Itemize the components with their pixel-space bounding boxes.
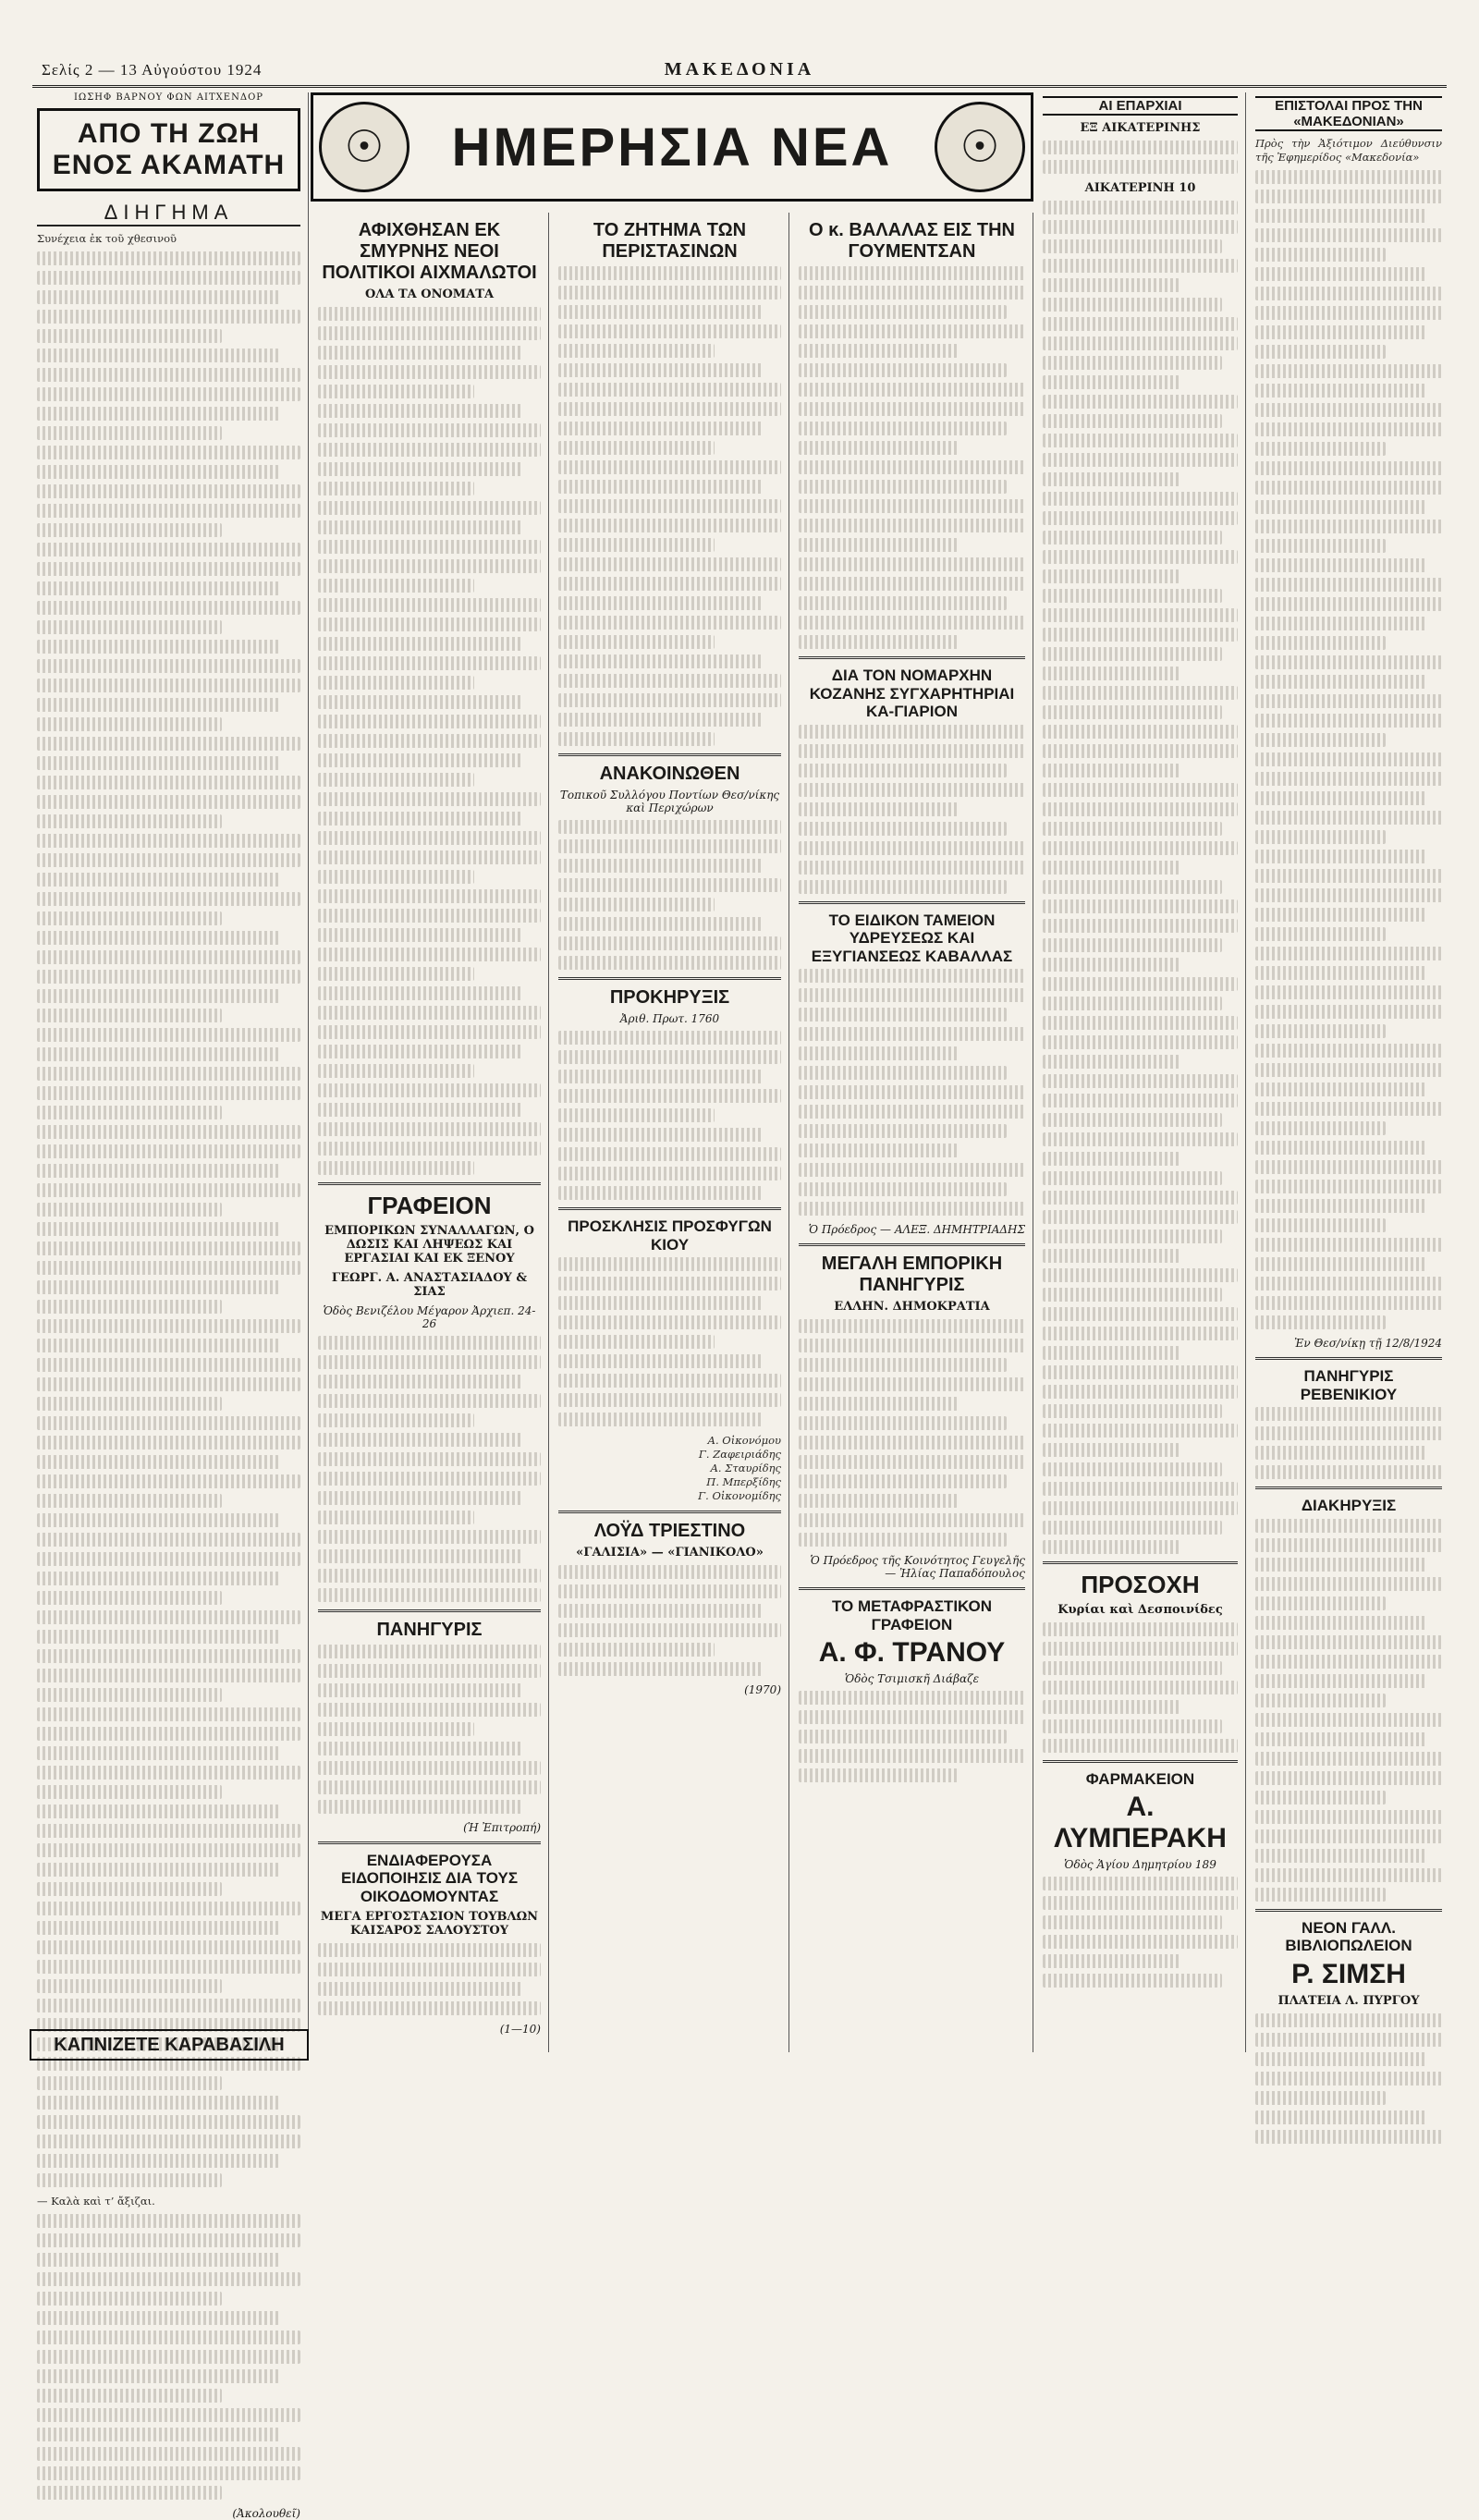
megali-headline: ΜΕΓΑΛΗ ΕΜΠΟΡΙΚΗ ΠΑΝΗΓΥΡΙΣ [821, 1254, 1003, 1296]
valalas-headline: Ο κ. ΒΑΛΑΛΑΣ ΕΙΣ ΤΗΝ ΓΟΥΜΕΝΤΣΑΝ [809, 220, 1015, 262]
metafr-body-illegible [799, 1691, 1025, 1782]
grafeion-address: Ὁδὸς Βενιζέλου Μέγαρον Ἀρχιεπ. 24-26 [323, 1303, 536, 1330]
megali-subtitle: ΕΛΛΗΝ. ΔΗΜΟΚΡΑΤΙΑ [834, 1300, 990, 1315]
masthead-title: ΗΜΕΡΗΣΙΑ ΝΕΑ [451, 116, 893, 177]
farm-headline: ΦΑΡΜΑΚΕΙΟΝ [1085, 1769, 1195, 1788]
committee-member: Α. Σταυρίδης [710, 1462, 781, 1475]
prosklisis-body-illegible [558, 1257, 781, 1426]
anakoin-body-illegible [558, 820, 781, 970]
ad-karavasili: ΚΑΠΝΙΖΕΤΕ ΚΑΡΑΒΑΣΙΛΗ [30, 2029, 309, 2061]
page-header [32, 57, 1447, 88]
lloyd-headline: ΛΟΫΔ ΤΡΙΕΣΤΙΝΟ [593, 1521, 746, 1542]
anakoin-headline: ΑΝΑΚΟΙΝΩΘΕΝ [599, 764, 740, 784]
grafeion-body-illegible [318, 1336, 541, 1602]
committee-list [558, 1434, 781, 1503]
column-5 [1035, 92, 1246, 2052]
masthead [311, 92, 1033, 202]
katerini-intro-illegible [1043, 141, 1238, 174]
reveniki-headline: ΠΑΝΗΓΥΡΙΣ ΡΕΒΕΝΙΚΙΟΥ [1300, 1367, 1398, 1403]
prokiryxis-headline: ΠΡΟΚΗΡΥΞΙΣ [609, 987, 730, 1008]
column-4 [791, 213, 1033, 2052]
lloyd-ref: (1970) [744, 1683, 781, 1697]
reveniki-body-illegible [1255, 1407, 1442, 1479]
prokiryxis-number: Ἀριθ. Πρωτ. 1760 [619, 1012, 720, 1025]
peristasinon-body-illegible [558, 266, 781, 746]
column-2 [311, 213, 549, 2052]
eparxiai-label: ΑΙ ΕΠΑΡΧΙΑΙ [1043, 96, 1238, 116]
tameion-body-illegible [799, 969, 1025, 1216]
grafeion-names: ΓΕΩΡΓ. Α. ΑΝΑΣΤΑΣΙΑΔΟΥ & ΣΙΑΣ [331, 1270, 528, 1299]
column-3 [551, 213, 789, 2052]
endiaf-ref: (1—10) [499, 2022, 541, 2036]
valalas-body-illegible [799, 266, 1025, 649]
story-byline: ΙΩΣΗΦ ΒΑΡΝΟΥ ΦΩΝ ΑΙΤΧΕΝΔΟΡ [73, 92, 263, 103]
panigyris-headline: ΠΑΝΗΓΥΡΙΣ [376, 1619, 483, 1640]
endiaf-body-illegible [318, 1943, 541, 2015]
prosoxi-headline: ΠΡΟΣΟΧΗ [1081, 1571, 1200, 1598]
story-subtitle: ΔΙΗΓΗΜΑ [37, 201, 300, 226]
alexandros-coin-icon: ☉ [935, 102, 1025, 192]
nomarx-headline: ΔΙΑ ΤΟΝ ΝΟΜΑΡΧΗΝ ΚΟΖΑΝΗΣ ΣΥΓΧΑΡΗΤΗΡΙΑΙ ΚΑ-ΓΙΑΡΙΟΝ [809, 667, 1015, 721]
farm-address: Ὁδὸς Ἁγίου Δημητρίου 189 [1064, 1858, 1216, 1872]
lloyd-body-illegible [558, 1565, 781, 1676]
panigyris-signature: (Ἡ Ἐπιτροπή) [463, 1820, 541, 1834]
tameion-signature: Ὁ Πρόεδρος — ΑΛΕΞ. ΔΗΜΗΤΡΙΑΔΗΣ [808, 1223, 1025, 1237]
metafr-headline: ΤΟ ΜΕΤΑΦΡΑΣΤΙΚΟΝ ΓΡΑΦΕΙΟΝ [831, 1597, 993, 1633]
committee-member: Π. Μπερξίδης [706, 1475, 781, 1489]
newspaper-name: ΜΑΚΕΔΟΝΙΑ [664, 59, 815, 80]
story-continued: (Ἀκολουθεῖ) [232, 2507, 300, 2520]
prosoxi-subtitle: Κυρίαι καὶ Δεσποινίδες [1057, 1602, 1223, 1617]
column-1 [30, 92, 309, 2520]
metafr-name: Α. Φ. ΤΡΑΝΟΥ [818, 1637, 1006, 1669]
grafeion-subtitle: ΕΜΠΟΡΙΚΩΝ ΣΥΝΑΛΛΑΓΩΝ, Ο ΔΩΣΙΣ ΚΑΙ ΛΗΨΕΩΣ ΚΑΙ ΕΡΓΑΣΙΑΙ ΚΑΙ ΕΚ ΞΕΝΟΥ [324, 1223, 534, 1266]
smyrna-kicker: ΟΛΑ ΤΑ ΟΝΟΜΑΤΑ [364, 287, 495, 301]
farm-name: Α. ΛΥΜΠΕΡΑΚΗ [1054, 1792, 1227, 1854]
diakiryxis-body-illegible [1255, 1519, 1442, 1902]
letters-label: ΕΠΙΣΤΟΛΑΙ ΠΡΟΣ ΤΗΝ «ΜΑΚΕΔΟΝΙΑΝ» [1255, 96, 1442, 131]
farm-body-illegible [1043, 1877, 1238, 1988]
prokiryxis-body-illegible [558, 1031, 781, 1200]
prosoxi-body-illegible [1043, 1622, 1238, 1753]
committee-member: Α. Οἰκονόμου [707, 1434, 781, 1448]
philippos-coin-icon: ☉ [319, 102, 409, 192]
katerini-headline: ΕΞ ΑΙΚΑΤΕΡΙΝΗΣ [1080, 121, 1201, 135]
story-line: — Καλὰ καὶ τ’ ἄξιζαι. [37, 2195, 155, 2208]
column-6 [1248, 92, 1449, 2052]
metafr-address: Ὁδὸς Τσιμισκῆ Διάβαζε [844, 1672, 980, 1686]
panigyris-body-illegible [318, 1645, 541, 1814]
katerini-body-illegible [1043, 201, 1238, 1554]
peristasinon-headline: ΤΟ ΖΗΤΗΜΑ ΤΩΝ ΠΕΡΙΣΤΑΣΙΝΩΝ [593, 220, 747, 262]
neon-name: Ρ. ΣΙΜΣΗ [1291, 1958, 1406, 1989]
neon-headline: ΝΕΟΝ ΓΑΛΛ. ΒΙΒΛΙΟΠΩΛΕΙΟΝ [1285, 1918, 1412, 1955]
story-title: ΑΠΟ ΤΗ ΖΩΗ ΕΝΟΣ ΑΚΑΜΑΤΗ [37, 108, 300, 191]
neon-place: ΠΛΑΤΕΙΑ Λ. ΠΥΡΓΟΥ [1277, 1993, 1420, 2008]
prosklisis-headline: ΠΡΟΣΚΛΗΣΙΣ ΠΡΟΣΦΥΓΩΝ ΚΙΟΥ [568, 1217, 772, 1254]
diakiryxis-headline: ΔΙΑΚΗΡΥΞΙΣ [1301, 1497, 1397, 1515]
nomarx-body-illegible [799, 725, 1025, 894]
endiaf-headline: ΕΝΔΙΑΦΕΡΟΥΣΑ ΕΙΔΟΠΟΙΗΣΙΣ ΔΙΑ ΤΟΥΣ ΟΙΚΟΔΟΜΟΥΝΤΑΣ [340, 1851, 519, 1905]
katerini-dateline: ΑΙΚΑΤΕΡΙΝΗ 10 [1084, 181, 1196, 195]
neon-body-illegible [1255, 2013, 1442, 2144]
letter-signature: Ἐν Θεσ/νίκῃ τῇ 12/8/1924 [1294, 1337, 1442, 1350]
committee-member: Γ. Οἰκονομίδης [698, 1489, 781, 1503]
letter-opening: Πρὸς τὴν Ἀξιότιμον Διεύθυνσιν τῆς Ἐφημερίδος «Μακεδονία» [1255, 137, 1442, 164]
story-body-illegible [37, 251, 300, 2187]
anakoin-subtitle: Τοπικοῦ Συλλόγου Ποντίων Θεσ/νίκης καὶ Περιχώρων [559, 789, 780, 814]
grafeion-headline: ΓΡΑΦΕΙΟΝ [367, 1192, 492, 1219]
masthead-wrap [311, 92, 1033, 209]
tameion-headline: ΤΟ ΕΙΔΙΚΟΝ ΤΑΜΕΙΟΝ ΥΔΡΕΥΣΕΩΣ ΚΑΙ ΕΞΥΓΙΑΝΣΕΩΣ ΚΑΒΑΛΛΑΣ [811, 911, 1013, 965]
letter-body-illegible [1255, 170, 1442, 1329]
smyrna-body-illegible [318, 307, 541, 1175]
megali-signature: Ὁ Πρόεδρος τῆς Κοινότητος Γευγελῆς — Ἠλίας Παπαδόπουλος [810, 1554, 1025, 1581]
megali-body-illegible [799, 1319, 1025, 1547]
endiaf-subtitle: ΜΕΓΑ ΕΡΓΟΣΤΑΣΙΟΝ ΤΟΥΒΛΩΝ ΚΑΙΣΑΡΟΣ ΣΑΛΟΥΣΤΟΥ [320, 1909, 539, 1938]
page-date: Σελίς 2 — 13 Αὐγούστου 1924 [42, 61, 263, 79]
story-body-illegible-2 [37, 2214, 300, 2500]
smyrna-headline: ΑΦΙΧΘΗΣΑΝ ΕΚ ΣΜΥΡΝΗΣ ΝΕΟΙ ΠΟΛΙΤΙΚΟΙ ΑΙΧΜΑΛΩΤΟΙ [322, 220, 537, 283]
story-lead: Συνέχεια ἐκ τοῦ χθεσινοῦ [37, 232, 177, 245]
committee-member: Γ. Ζαφειριάδης [698, 1448, 781, 1462]
lloyd-ships: «ΓΑΛΙΣΙΑ» — «ΓΙΑΝΙΚΟΛΟ» [576, 1546, 764, 1560]
